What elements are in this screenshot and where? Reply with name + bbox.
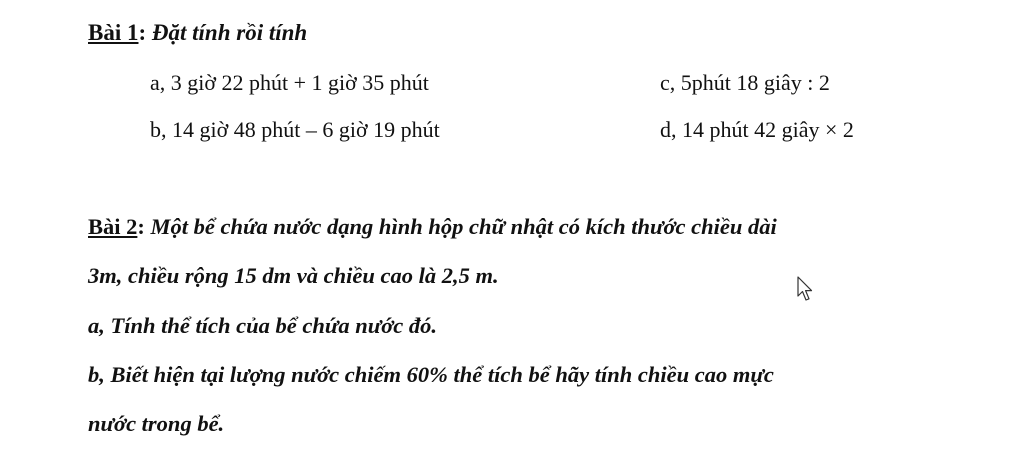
exercise-1-title: Đặt tính rồi tính [151, 20, 308, 45]
exercise-1-item-a: a, 3 giờ 22 phút + 1 giờ 35 phút [150, 70, 429, 95]
exercise-2-line-2: 3m, chiều rộng 15 dm và chiều cao là 2,5 m. [88, 263, 499, 288]
exercise-2-text-1: Một bể chứa nước dạng hình hộp chữ nhật có kích thước chiều dài [150, 214, 777, 239]
exercise-2-part-b-continued: nước trong bể. [88, 411, 225, 436]
exercise-1-heading [88, 20, 307, 46]
exercise-1-separator: : [138, 20, 152, 45]
exercise-1-item-c: c, 5phút 18 giây : 2 [660, 70, 830, 95]
exercise-2-line-1 [88, 214, 777, 240]
exercise-1-item-b: b, 14 giờ 48 phút – 6 giờ 19 phút [150, 117, 440, 142]
exercise-2-label: Bài 2 [88, 214, 138, 239]
exercise-2-part-b: b, Biết hiện tại lượng nước chiếm 60% thể tích bể hãy tính chiều cao mực [88, 362, 774, 387]
exercise-2-separator: : [137, 214, 151, 239]
exercise-1-label: Bài 1 [88, 20, 139, 45]
mouse-pointer-icon [797, 276, 813, 302]
exercise-1-item-d: d, 14 phút 42 giây × 2 [660, 117, 854, 142]
exercise-2-part-a: a, Tính thể tích của bể chứa nước đó. [88, 313, 438, 338]
